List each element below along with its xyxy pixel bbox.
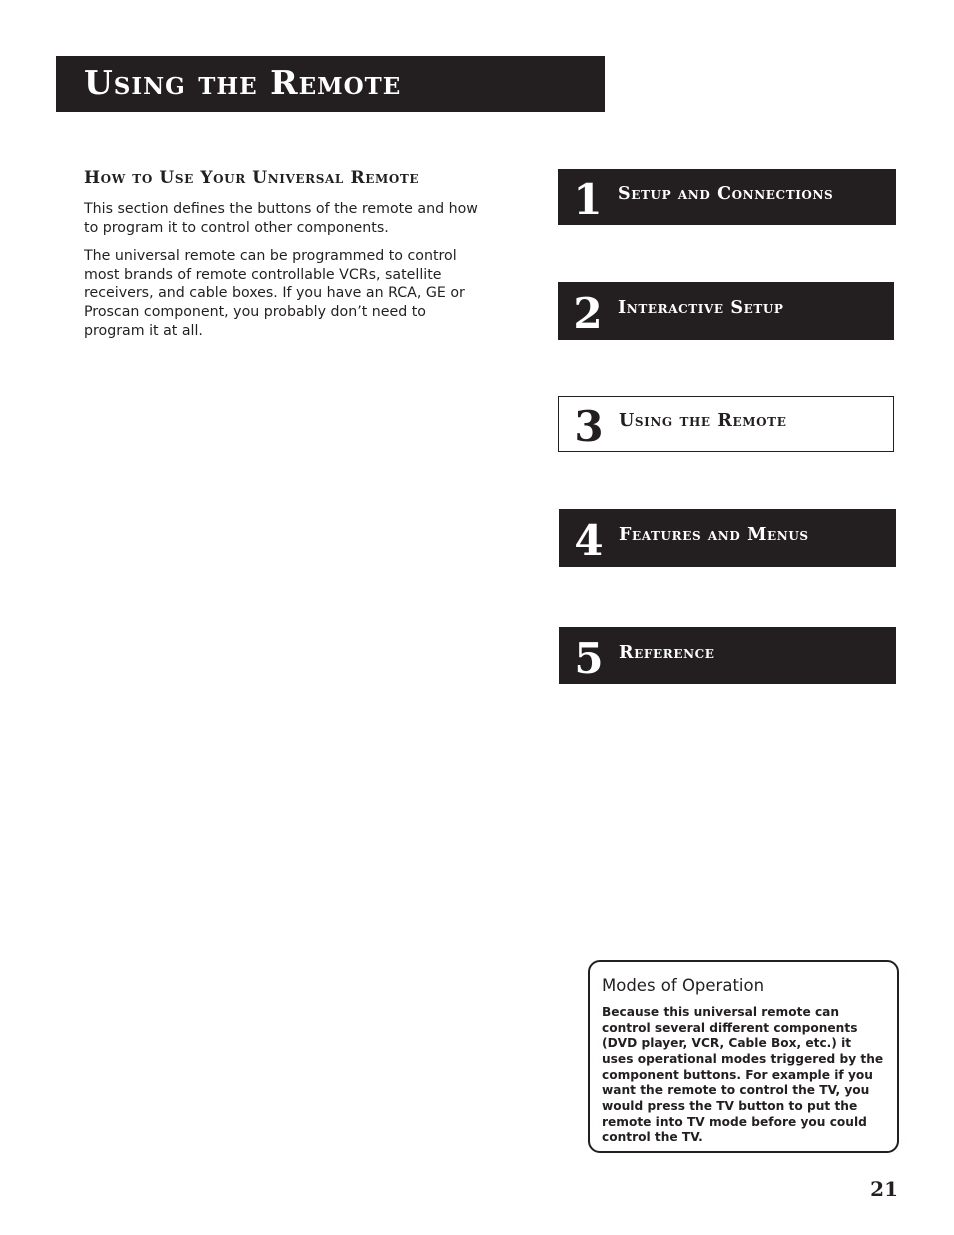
chapter-label: Features and Menus xyxy=(619,525,809,545)
callout-title: Modes of Operation xyxy=(602,976,765,995)
intro-paragraph: This section defines the buttons of the remote and how to program it to control other components. xyxy=(84,201,478,236)
chapter-label: Using the Remote xyxy=(619,411,787,431)
chapter-number: 3 xyxy=(574,402,604,451)
chapter-tab-reference[interactable] xyxy=(559,627,896,684)
chapter-label: Setup and Connections xyxy=(618,184,834,204)
page-title: Using the Remote xyxy=(84,62,402,102)
page-number: 21 xyxy=(870,1177,898,1201)
chapter-tab-interactive-setup[interactable] xyxy=(558,282,894,340)
chapter-number: 5 xyxy=(574,633,604,683)
chapter-number: 1 xyxy=(573,175,603,224)
chapter-tab-features-and-menus[interactable] xyxy=(559,509,896,567)
chapter-tab-setup-and-connections[interactable] xyxy=(558,169,896,225)
callout-body: Because this universal remote can control several different components (DVD player, VCR, Cable Box, etc.) it uses operational modes triggered by the component buttons. For example if you want the remote to control the TV, you would press the TV button to put the remote into TV mode before you could control the TV. xyxy=(602,1004,884,1145)
chapter-label: Reference xyxy=(619,642,715,663)
page-header-bar xyxy=(56,56,605,112)
chapter-number: 4 xyxy=(574,516,604,565)
chapter-tab-using-the-remote[interactable] xyxy=(558,396,894,452)
chapter-label: Interactive Setup xyxy=(618,298,784,318)
modes-of-operation-callout xyxy=(588,960,899,1153)
programming-paragraph: The universal remote can be programmed to control most brands of remote controllable VCRs, satellite receivers, and cable boxes. If you have an RCA, GE or Proscan component, you probably don’t need to program it at all. xyxy=(84,248,465,339)
section-heading: How to Use Your Universal Remote xyxy=(84,168,420,188)
chapter-number: 2 xyxy=(573,289,603,338)
